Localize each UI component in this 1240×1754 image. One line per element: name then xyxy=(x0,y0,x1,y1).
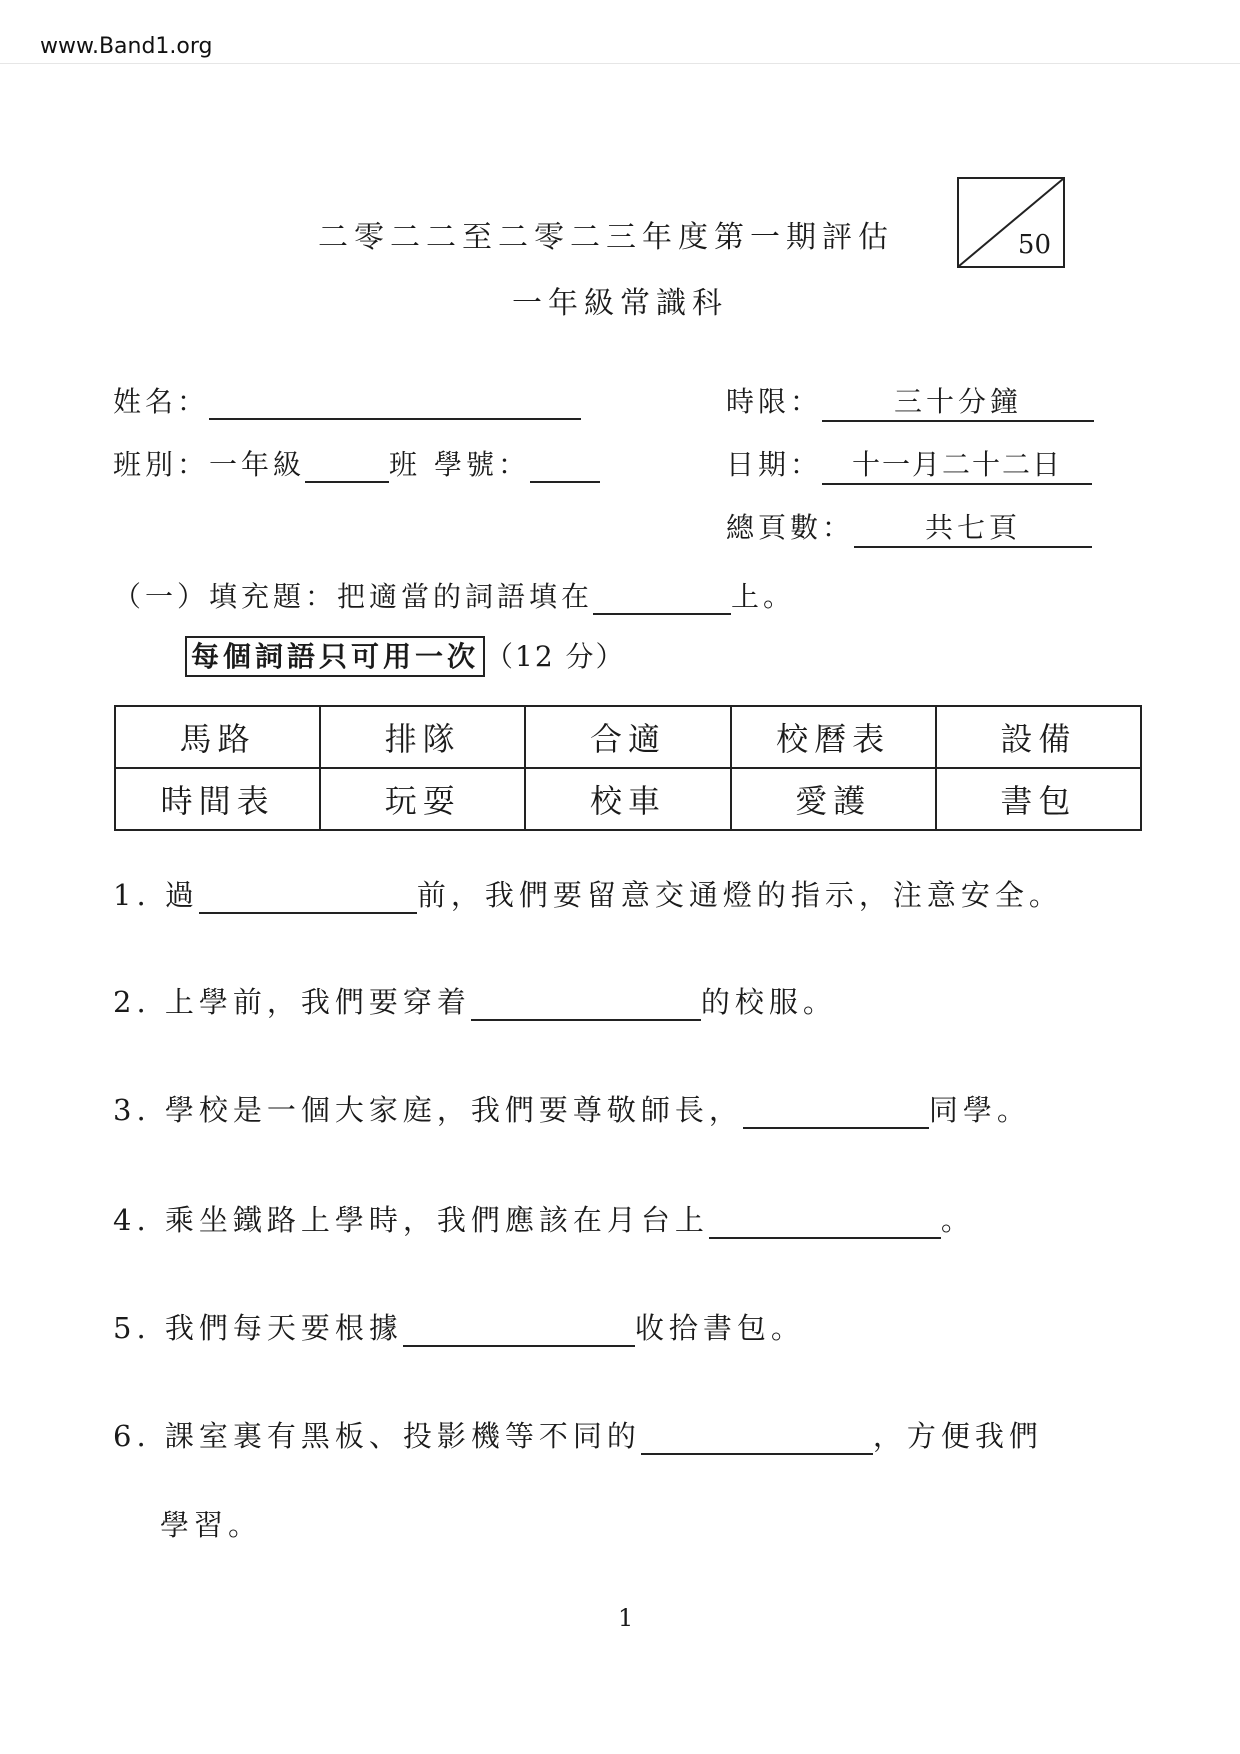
question-6-continuation: 學習。 xyxy=(160,1508,263,1542)
question-number: 3. xyxy=(113,1093,151,1127)
pages-row xyxy=(726,506,1092,548)
class-row xyxy=(113,443,600,483)
date-row xyxy=(726,443,1092,485)
word-bank-table xyxy=(114,705,1142,831)
time-value: 三十分鐘 xyxy=(822,380,1094,422)
pages-label: 總頁數： xyxy=(726,511,855,544)
answer-blank-3[interactable] xyxy=(743,1093,929,1129)
word-bank-cell: 排隊 xyxy=(320,706,525,768)
question-text-after: 的校服。 xyxy=(700,985,837,1019)
exam-subject: 一年級常識科 xyxy=(512,286,728,321)
time-row xyxy=(726,380,1094,422)
question-1 xyxy=(113,873,1063,914)
student-no-label: 學號： xyxy=(433,448,530,481)
word-bank-cell: 設備 xyxy=(936,706,1141,768)
question-text-before: 過 xyxy=(164,878,199,912)
question-4 xyxy=(113,1198,975,1239)
date-label: 日期： xyxy=(726,448,823,481)
name-label: 姓名： xyxy=(113,385,210,418)
question-number: 2. xyxy=(113,985,151,1019)
section-heading xyxy=(113,575,795,615)
section-heading-suffix: 上。 xyxy=(731,580,796,613)
word-bank-cell: 愛護 xyxy=(731,768,936,830)
class-field[interactable] xyxy=(305,448,389,483)
score-box xyxy=(957,177,1065,268)
word-bank-cell: 合適 xyxy=(525,706,730,768)
question-text-before: 上學前，我們要穿着 xyxy=(164,985,471,1019)
question-text-before: 學校是一個大家庭，我們要尊敬師長， xyxy=(164,1093,743,1127)
word-bank-cell: 玩耍 xyxy=(320,768,525,830)
answer-blank-1[interactable] xyxy=(199,878,417,914)
word-bank-cell: 校車 xyxy=(525,768,730,830)
question-text-after: 收拾書包。 xyxy=(634,1311,805,1345)
name-field[interactable] xyxy=(209,385,581,420)
section-heading-text: （一）填充題：把適當的詞語填在 xyxy=(113,580,594,613)
answer-blank-5[interactable] xyxy=(403,1311,635,1347)
question-text-before: 乘坐鐵路上學時，我們應該在月台上 xyxy=(164,1203,709,1237)
question-2 xyxy=(113,980,837,1021)
section-marks: （12 分） xyxy=(485,640,626,673)
time-label: 時限： xyxy=(726,385,823,418)
date-value: 十一月二十二日 xyxy=(822,443,1092,485)
question-5 xyxy=(113,1306,805,1347)
question-number: 1. xyxy=(113,878,151,912)
name-row xyxy=(113,380,581,420)
exam-title: 二零二二至二零二三年度第一期評估 xyxy=(318,220,894,255)
question-text-after: ，方便我們 xyxy=(872,1419,1043,1453)
word-bank-row xyxy=(115,706,1141,768)
word-bank-row xyxy=(115,768,1141,830)
question-number: 6. xyxy=(113,1419,151,1453)
word-bank-cell: 書包 xyxy=(936,768,1141,830)
question-3 xyxy=(113,1088,1031,1129)
heading-blank xyxy=(593,580,731,615)
word-bank-cell: 校曆表 xyxy=(731,706,936,768)
student-no-field[interactable] xyxy=(530,448,600,483)
answer-blank-4[interactable] xyxy=(709,1203,941,1239)
answer-blank-6[interactable] xyxy=(641,1419,873,1455)
pages-value: 共七頁 xyxy=(854,506,1092,548)
question-6 xyxy=(113,1414,1043,1455)
total-marks: 50 xyxy=(1017,230,1051,260)
question-text-after: 。 xyxy=(940,1203,975,1237)
header-divider xyxy=(0,63,1240,64)
question-text-after: 前，我們要留意交通燈的指示，注意安全。 xyxy=(416,878,1063,912)
page-number: 1 xyxy=(618,1604,634,1632)
word-bank-cell: 馬路 xyxy=(115,706,320,768)
site-watermark: www.Band1.org xyxy=(40,34,213,59)
question-number: 4. xyxy=(113,1203,151,1237)
answer-blank-2[interactable] xyxy=(471,985,701,1021)
use-once-note: 每個詞語只可用一次 xyxy=(185,636,485,677)
question-text-before: 課室裏有黑板、投影機等不同的 xyxy=(164,1419,641,1453)
class-suffix: 班 xyxy=(389,448,422,481)
section-note xyxy=(185,635,626,675)
word-bank-cell: 時間表 xyxy=(115,768,320,830)
class-label: 班別：一年級 xyxy=(113,448,306,481)
question-number: 5. xyxy=(113,1311,151,1345)
question-text-before: 我們每天要根據 xyxy=(164,1311,403,1345)
question-text-after: 同學。 xyxy=(928,1093,1031,1127)
